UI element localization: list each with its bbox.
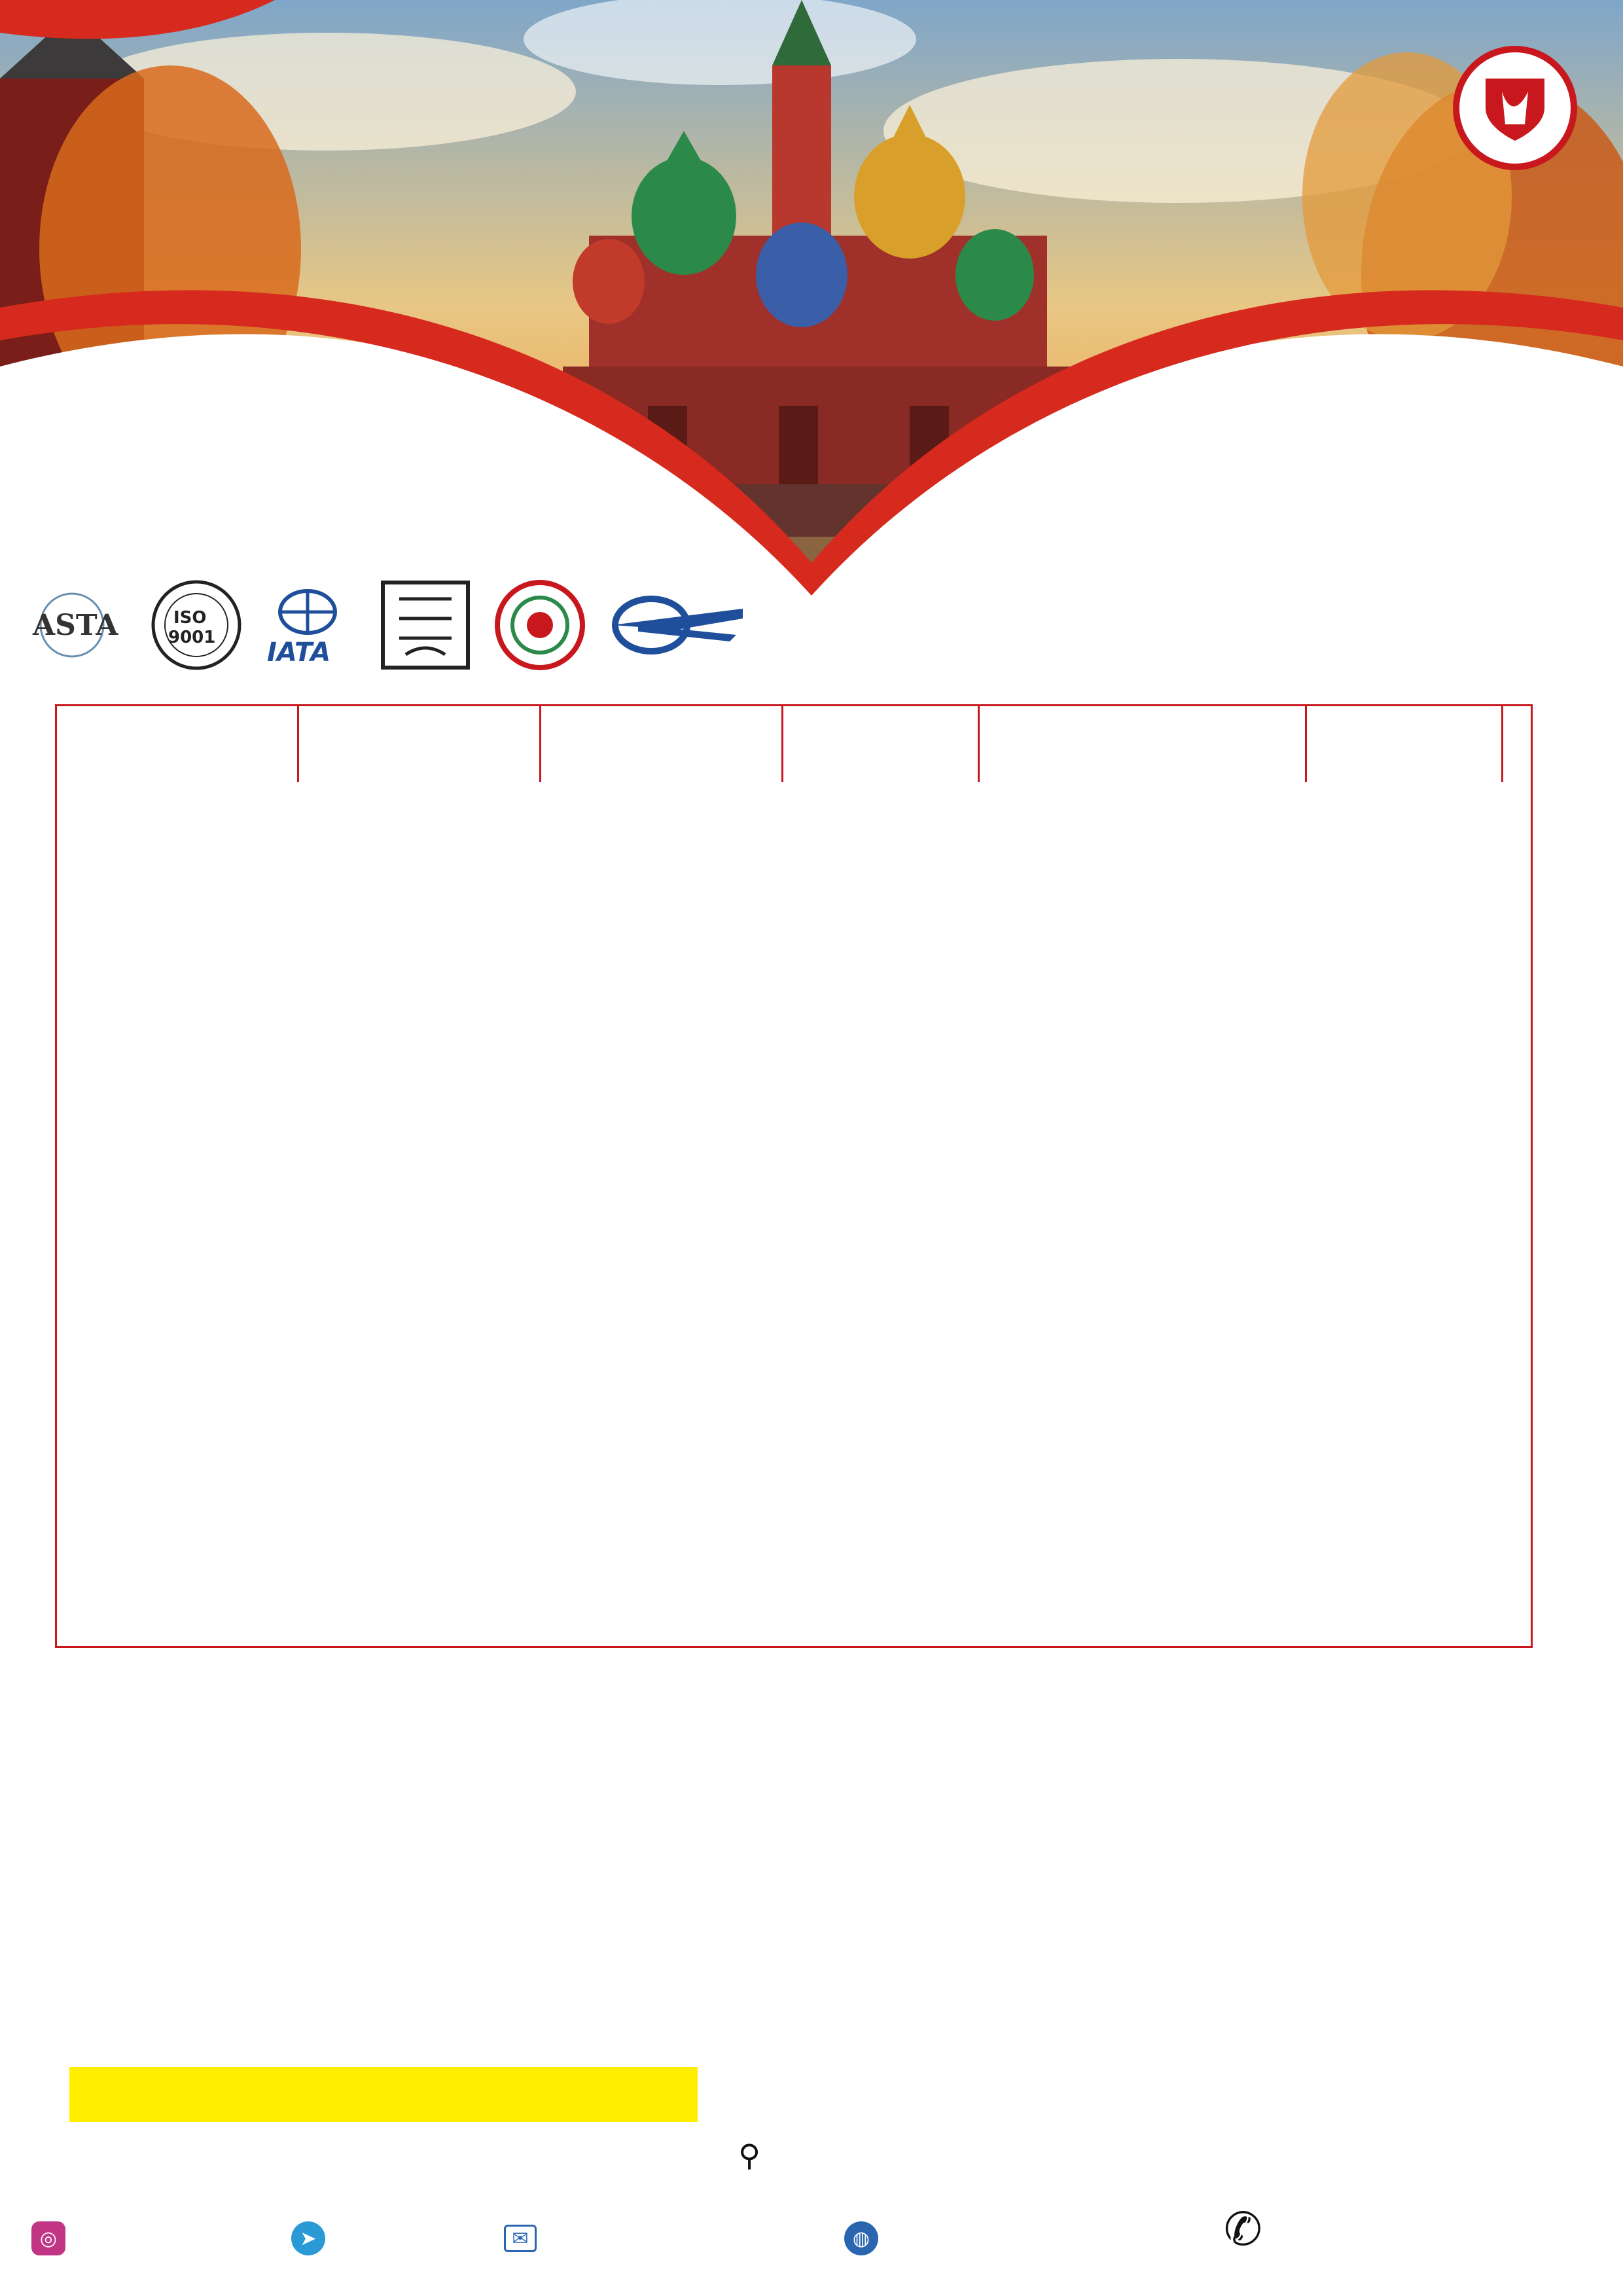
location-icon: ⚲ [738,2138,760,2173]
header-hotel [980,706,1307,782]
globe-icon: ◍ [844,2221,878,2255]
svg-text:9001: 9001 [168,628,216,647]
instagram-icon: ◎ [31,2221,65,2255]
flight-times [69,2067,698,2122]
brand-logo [1453,46,1577,170]
svg-text:ASTA: ASTA [33,609,118,642]
association-badge [484,576,596,674]
svg-text:IATA: IATA [267,637,331,668]
price-table [55,704,1533,1648]
iata-badge [255,576,360,674]
shield-icon [1479,72,1551,144]
header-double [783,706,980,782]
header-row-number [1503,706,1531,782]
telegram-icon: ➤ [291,2221,325,2255]
iso-badge [147,576,245,674]
airline-badge [599,576,749,674]
phone-icon: ✆ [1224,2202,1262,2256]
header-single [541,706,783,782]
instagram-contact[interactable] [31,2215,71,2261]
header-child-2-6 [57,706,299,782]
header-date [1307,706,1503,782]
tourism-org-badge [376,576,474,674]
website-contact[interactable] [844,2215,883,2261]
header-child-6-12 [299,706,541,782]
phone-number[interactable] [1224,2189,1262,2259]
email-contact[interactable] [504,2215,542,2261]
asta-badge [26,576,137,674]
email-icon: ✉ [504,2225,537,2252]
address [275,2138,1224,2173]
telegram-contact[interactable] [291,2215,330,2261]
svg-text:ISO: ISO [173,608,207,628]
